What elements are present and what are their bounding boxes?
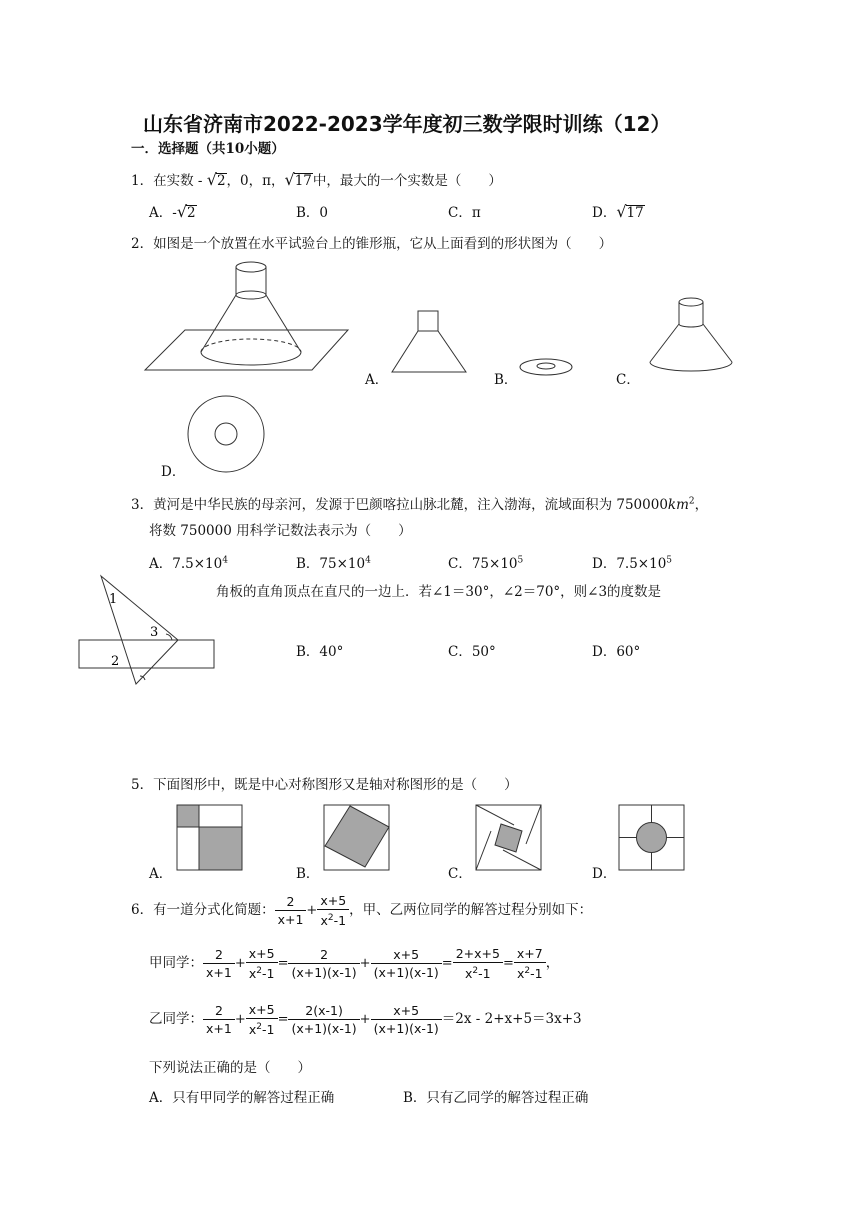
q2-option-c[interactable]: C． [616,372,640,388]
q3-option-a[interactable]: A．$7.5\times 10^4$ [149,555,228,572]
q1-option-d[interactable]: D．√17 [592,202,644,221]
q6-jia-solution: 甲同学： $\frac{2}{x+1}$ + $\frac{x+5}{x^2-1}$ = $\frac{2}{(x+1)(x-1)}$ + $\frac{x+5}{(x+1)(x-1)}$ = $\frac{2+x+5}{x^2-1}$ = $\frac{x+7}{x^2-1}$ ， [149,946,560,982]
q5-option-b-figure [323,804,391,872]
q2-stem: 2．如图是一个放置在水平试验台上的锥形瓶，它从上面看到的形状图为（ ） [131,236,613,252]
q2-option-a[interactable]: A． [365,372,389,388]
q1-option-a[interactable]: A．-√2 [149,202,196,221]
q4-angle-1-label: 1 [109,592,118,607]
q6-question: 下列说法正确的是（ ） [149,1060,311,1076]
q2-flask-on-table-figure [140,255,355,375]
q4-angle-2-label: 2 [111,654,120,669]
q5-option-b[interactable]: B． [296,866,320,882]
q3-option-b[interactable]: B．$75\times 10^4$ [296,555,371,572]
q5-option-a-figure [176,804,244,872]
q4-stem: 角板的直角顶点在直尺的一边上．若∠1＝30°，∠2＝70°，则∠3的度数是 [216,584,662,600]
q4-ruler-triangle-figure [76,572,218,690]
q3-option-d[interactable]: D．$7.5\times 10^5$ [592,555,673,572]
q6-stem: 6．有一道分式化简题： $\frac{2}{x+1}$ + $\frac{x+5}{x^2-1}$ ，甲、乙两位同学的解答过程分别如下： [131,893,593,929]
q1-stem: 1．在实数 - √2，0，π，√17中，最大的一个实数是（ ） [131,170,502,189]
q2-option-d-figure [186,394,266,474]
q1-sqrt2: 2 [216,173,226,189]
q1-option-b[interactable]: B．0 [296,205,329,221]
section-heading: 一．选择题（共10小题） [131,141,285,157]
q6-option-b[interactable]: B．只有乙同学的解答过程正确 [403,1090,589,1106]
q2-option-b-figure [518,356,574,378]
q6-yi-solution: 乙同学： $\frac{2}{x+1}$ + $\frac{x+5}{x^2-1}$ = $\frac{2(x-1)}{(x+1)(x-1)}$ + $\frac{x+5}{(x+1)(x-1)}$ ＝2x - 2+x+5＝3x+3 [149,1002,582,1038]
q3-option-c[interactable]: C．$75\times 10^5$ [448,555,524,572]
q1-sqrt17: 17 [294,173,312,189]
q2-option-a-figure [390,308,470,374]
q1-option-c[interactable]: C．π [448,205,481,221]
q5-option-c[interactable]: C． [448,866,472,882]
q5-option-c-figure [475,804,543,872]
q3-stem-line2: 将数 750000 用科学记数法表示为（ ） [149,523,412,539]
q5-option-a[interactable]: A． [149,866,173,882]
q4-option-d[interactable]: D．60° [592,644,641,660]
q2-option-b[interactable]: B． [494,372,518,388]
page-title: 山东省济南市2022-2023学年度初三数学限时训练（12） [143,112,671,136]
q3-stem-line1: 3．黄河是中华民族的母亲河，发源于巴颜喀拉山脉北麓，注入渤海，流域面积为 $750000km^2$， [131,496,709,513]
q6-option-a[interactable]: A．只有甲同学的解答过程正确 [149,1090,335,1106]
q4-option-c[interactable]: C．50° [448,644,496,660]
q5-option-d-figure [618,804,686,872]
q5-stem: 5．下面图形中，既是中心对称图形又是轴对称图形的是（ ） [131,777,518,793]
q2-option-c-figure [646,296,736,374]
q4-angle-3-label: 3 [150,625,159,640]
q5-option-d[interactable]: D． [592,866,617,882]
q2-option-d[interactable]: D． [161,464,186,480]
q4-option-b[interactable]: B．40° [296,644,344,660]
